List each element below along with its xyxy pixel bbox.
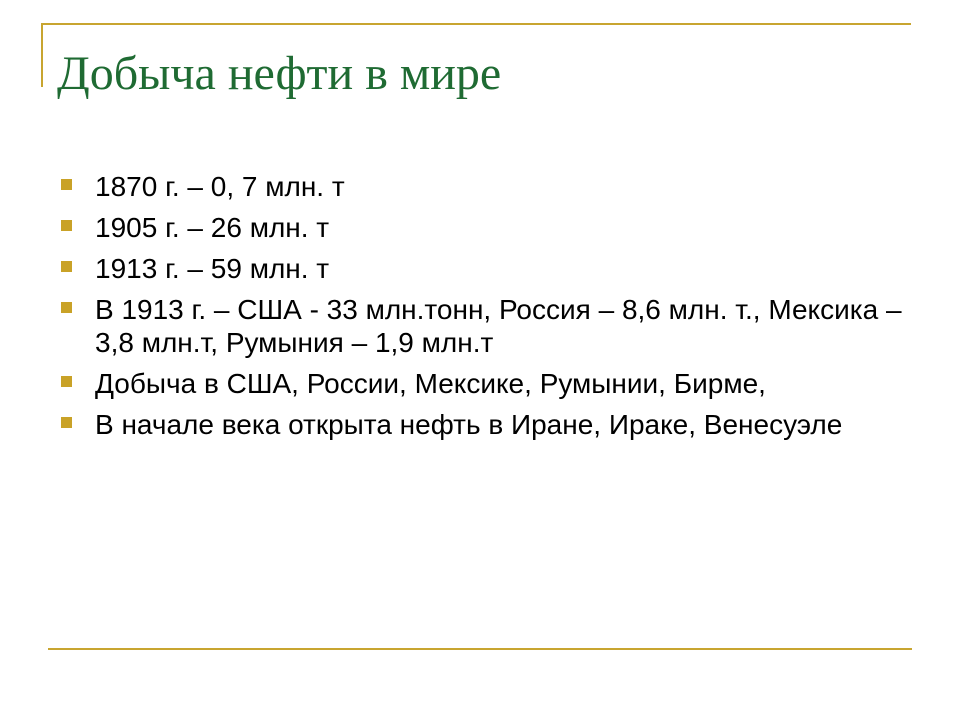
- bullet-text: 1870 г. – 0, 7 млн. т: [95, 171, 345, 202]
- bullet-item: [60, 408, 920, 441]
- square-bullet-icon: [61, 417, 72, 428]
- square-bullet-icon: [61, 179, 72, 190]
- bullet-item: [60, 293, 920, 359]
- square-bullet-icon: [61, 376, 72, 387]
- bullet-item: [60, 252, 920, 285]
- square-bullet-icon: [61, 261, 72, 272]
- bullet-text: 1913 г. – 59 млн. т: [95, 253, 330, 284]
- frame-top-line: [41, 23, 911, 25]
- bullet-item: [60, 367, 920, 400]
- bullet-text: В начале века открыта нефть в Иране, Ираке, Венесуэле: [95, 409, 843, 440]
- bullet-text: 1905 г. – 26 млн. т: [95, 212, 330, 243]
- bullet-item: [60, 211, 920, 244]
- frame-left-line: [41, 23, 43, 87]
- frame-bottom-line: [48, 648, 912, 650]
- square-bullet-icon: [61, 302, 72, 313]
- slide-title: Добыча нефти в мире: [57, 47, 502, 100]
- bullet-text: Добыча в США, России, Мексике, Румынии, Бирме,: [95, 368, 766, 399]
- bullet-text: В 1913 г. – США - 33 млн.тонн, Россия – 8,6 млн. т., Мексика – 3,8 млн.т, Румыния – 1,9 млн.т: [95, 294, 902, 358]
- square-bullet-icon: [61, 220, 72, 231]
- bullet-list: [60, 170, 920, 449]
- bullet-item: [60, 170, 920, 203]
